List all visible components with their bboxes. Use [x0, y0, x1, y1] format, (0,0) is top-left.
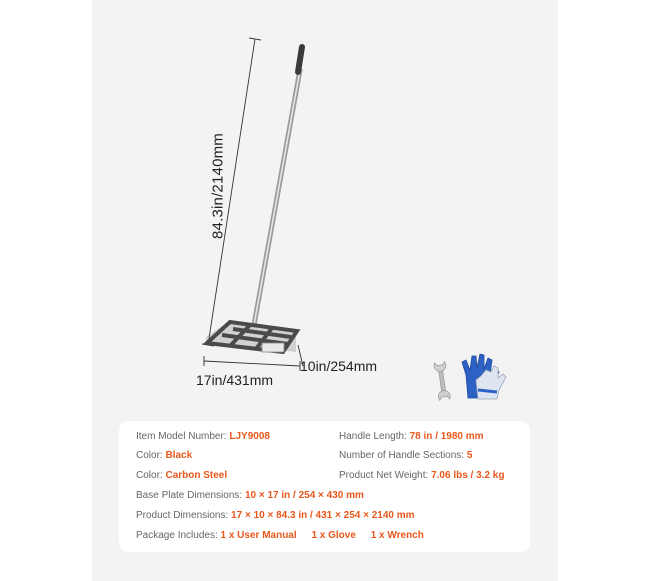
spec-handle-length: [339, 431, 484, 442]
spec-label: Package Includes:: [136, 530, 218, 541]
spec-value: 17 × 10 × 84.3 in / 431 × 254 × 2140 mm: [231, 510, 415, 521]
wrench-icon: [434, 361, 451, 400]
rake-base: [206, 322, 297, 352]
spec-value: 78 in / 1980 mm: [409, 431, 484, 442]
spec-label: Product Net Weight:: [339, 470, 429, 481]
package-item: 1 x Glove: [311, 530, 356, 541]
glove-icon: [462, 354, 506, 399]
rake-handle: [254, 47, 302, 325]
width-dimension-line: [204, 356, 300, 371]
spec-value: Carbon Steel: [165, 470, 228, 481]
spec-handle-sections: [339, 450, 472, 461]
spec-value: 7.06 lbs / 3.2 kg: [431, 470, 505, 481]
spec-package: [136, 530, 424, 541]
spec-label: Handle Length:: [339, 431, 407, 442]
spec-label: Base Plate Dimensions:: [136, 490, 243, 501]
spec-model: [136, 431, 270, 442]
spec-label: Color:: [136, 470, 163, 481]
spec-label: Number of Handle Sections:: [339, 450, 465, 461]
spec-label: Color:: [136, 450, 163, 461]
spec-value: LJY9008: [229, 431, 270, 442]
spec-material: [136, 470, 227, 481]
height-label: 84.3in/2140mm: [209, 133, 227, 239]
spec-net-weight: [339, 470, 504, 481]
spec-label: Item Model Number:: [136, 431, 227, 442]
spec-color: [136, 450, 192, 461]
package-item: 1 x Wrench: [370, 530, 424, 541]
width-label: 17in/431mm: [196, 372, 274, 388]
spec-card: [119, 421, 530, 552]
spec-base-plate: [136, 490, 364, 501]
spec-label: Product Dimensions:: [136, 510, 229, 521]
spec-value: 10 × 17 in / 254 × 430 mm: [244, 490, 364, 501]
package-item: 1 x User Manual: [220, 530, 297, 541]
spec-value: 5: [466, 450, 473, 461]
spec-value: Black: [165, 450, 193, 461]
depth-label: 10in/254mm: [300, 358, 378, 374]
spec-product-dimensions: [136, 510, 415, 521]
